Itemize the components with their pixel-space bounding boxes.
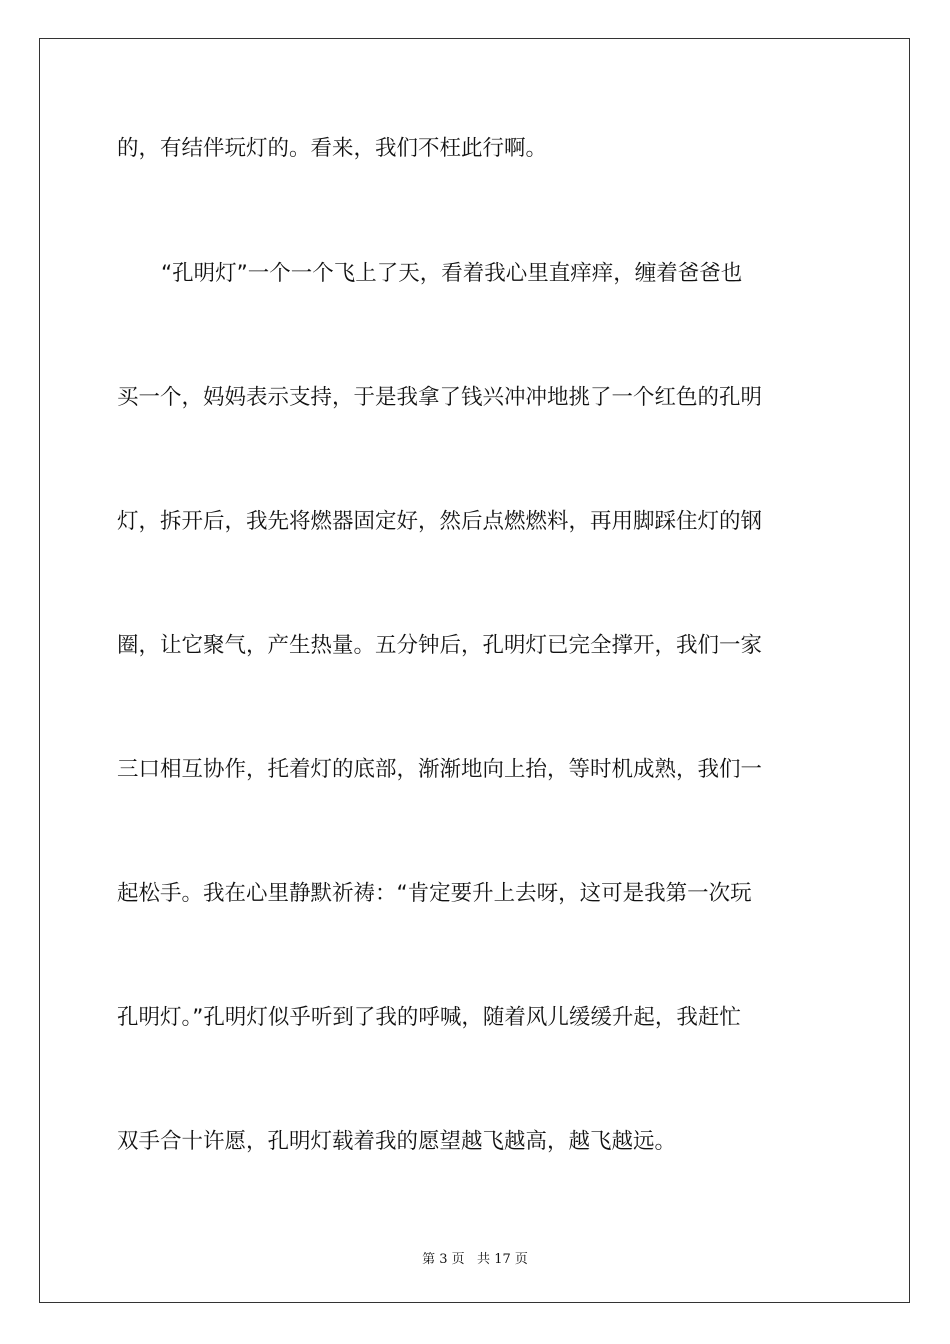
page-number-footer: 第 3 页 共 17 页 [422,1252,528,1267]
text-line: 的，有结伴玩灯的。看来，我们不枉此行啊。 [117,136,548,161]
text-line: 起松手。我在心里静默祈祷：“肯定要升上去呀，这可是我第一次玩 [117,881,752,906]
text-line-indented: “孔明灯”一个一个飞上了天，看着我心里直痒痒，缠着爸爸也 [161,261,743,286]
text-line: 灯，拆开后，我先将燃器固定好，然后点燃燃料，再用脚踩住灯的钢 [117,509,763,534]
text-line: 双手合十许愿，孔明灯载着我的愿望越飞越高，越飞越远。 [117,1129,677,1154]
text-line: 圈，让它聚气，产生热量。五分钟后，孔明灯已完全撑开，我们一家 [117,633,763,658]
text-line: 买一个，妈妈表示支持，于是我拿了钱兴冲冲地挑了一个红色的孔明 [117,385,763,410]
text-line: 孔明灯。”孔明灯似乎听到了我的呼喊，随着风儿缓缓升起，我赶忙 [117,1005,741,1030]
page-border [39,38,910,1303]
text-line: 三口相互协作，托着灯的底部，渐渐地向上抬，等时机成熟，我们一 [117,757,763,782]
